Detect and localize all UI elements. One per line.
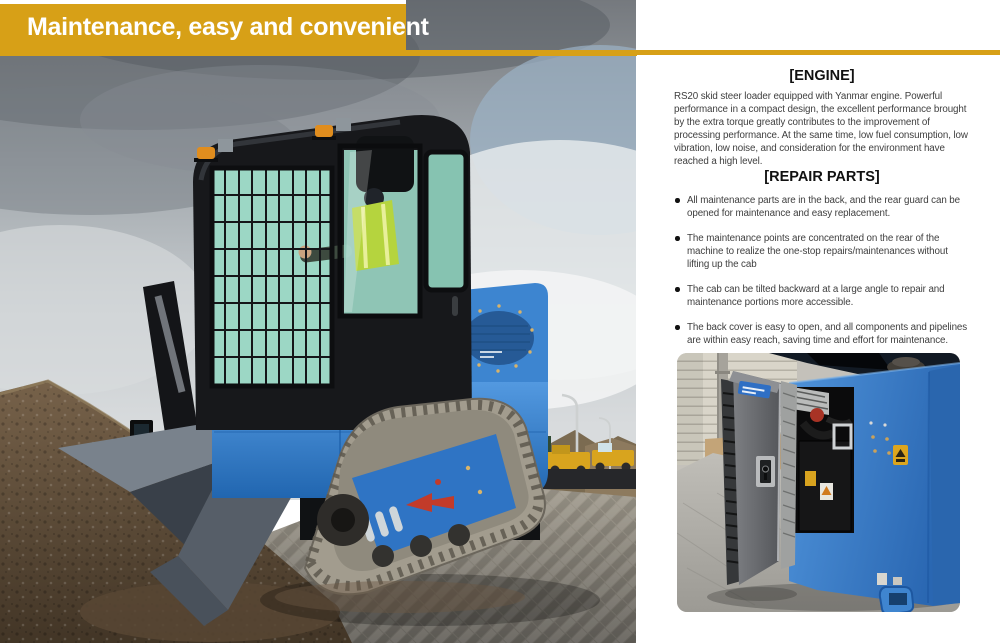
list-item [674,321,970,347]
battery-label [820,483,833,500]
warning-sticker [893,445,908,465]
red-clamp [810,408,824,422]
page-title: Maintenance, easy and convenient [27,13,429,41]
door-shadow [725,587,797,601]
side-vent [464,311,534,365]
engine-compartment [792,387,854,533]
battery-warning-label [805,471,816,486]
road-wheel [448,524,470,546]
side-window [426,152,466,290]
red-dot [435,479,441,485]
list-item [674,232,970,271]
repair-parts-section [674,169,970,359]
rear-maintenance-photo [677,353,960,612]
bullet-text: The back cover is easy to open, and all components and pipelines are within easy reach, saving time and effort for maintenance. [687,322,968,346]
bullet-dot [675,198,680,203]
door-latch [756,456,775,487]
title-banner [0,4,429,50]
bullet-dot [675,287,680,292]
open-back-cover-door [721,371,797,601]
road-wheel [410,535,432,557]
door-handle [452,296,458,316]
front-mesh-window [212,168,353,386]
engine-body: RS20 skid steer loader equipped with Yanmar engine. Powerful performance in a compact design, the excellent performance brought by the extra torque greatly contributes to the improvement of processing performance. At the same time, low fuel consumption, low vibration, low noise, and consideration for the environment have reached a high level. [674,91,968,167]
bullet-text: All maintenance parts are in the back, and the rear guard can be opened for maintenance and easy replacement. [687,195,960,219]
track-dust [275,581,525,613]
engine-heading: [ENGINE] [789,68,855,84]
bullet-dot [675,236,680,241]
info-sticker [893,577,902,585]
info-sticker [877,573,887,585]
list-item [674,283,970,309]
bullet-dot [675,325,680,330]
repair-parts-heading: [REPAIR PARTS] [764,169,880,185]
engine-section [674,68,970,168]
list-item [674,194,970,220]
road-wheel [372,545,394,567]
repair-parts-list [674,194,970,347]
bullet-text: The cab can be tilted backward at a large angle to repair and maintenance portions more accessible. [687,284,945,308]
bullet-text: The maintenance points are concentrated on the rear of the machine to realize the one-stop repairs/maintenances without lifting up the cab [687,233,948,270]
